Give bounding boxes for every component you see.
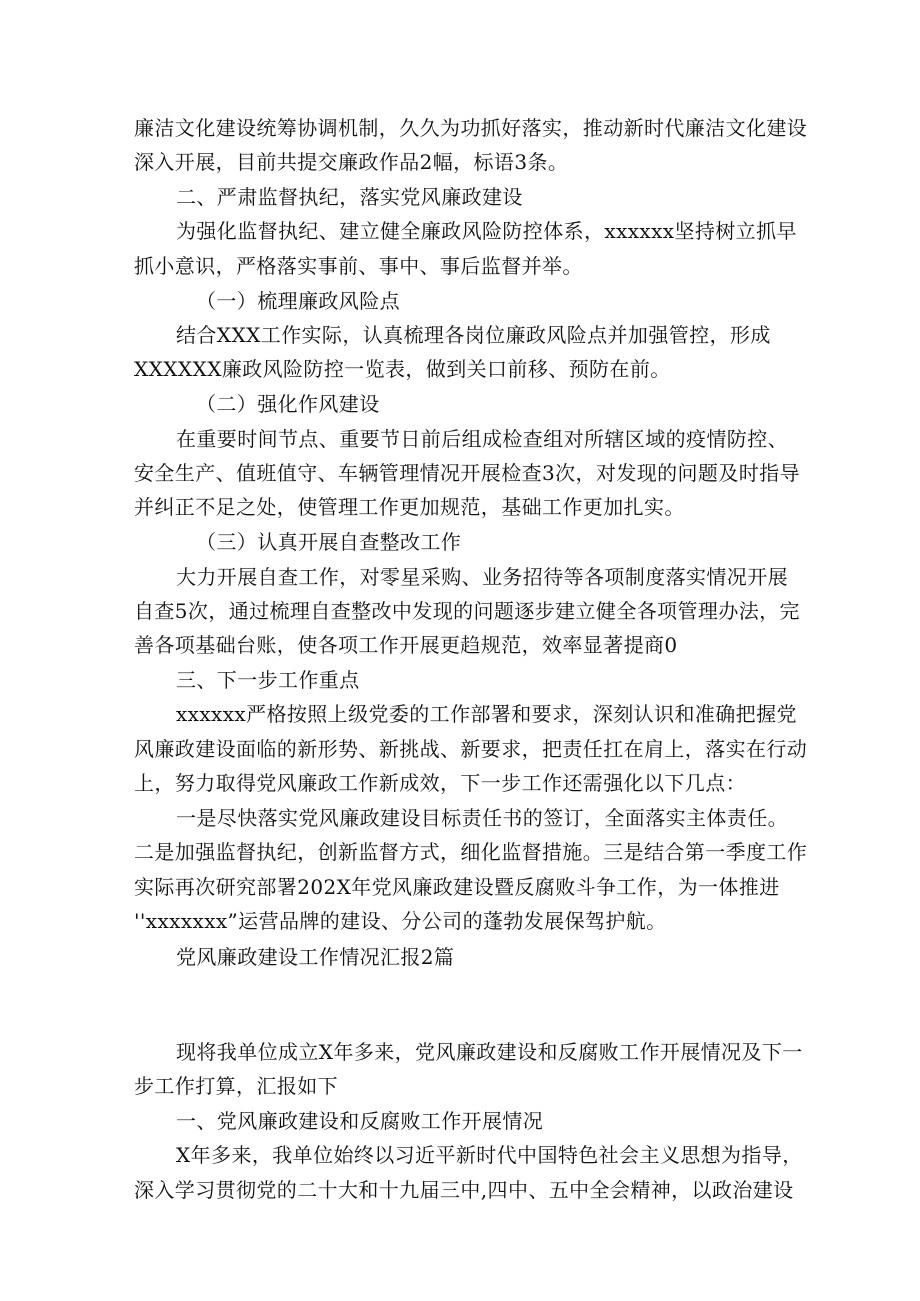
- paragraph-line: 上，努力取得党风廉政工作新成效，下一步工作还需强化以下几点：: [134, 771, 746, 795]
- subsection-heading: （三）认真开展自查整改工作: [196, 530, 462, 554]
- paragraph-line: 并纠正不足之处，使管理工作更加规范，基础工作更加扎实。: [134, 495, 685, 519]
- section-heading: 一、党风廉政建设和反腐败工作开展情况: [176, 1109, 544, 1133]
- paragraph-line: 深入学习贯彻党的二十大和十九届三中,四中、五中全会精神，以政治建设: [134, 1178, 794, 1202]
- paragraph-line: XXXXXX廉政风险防控一览表，做到关口前移、预防在前。: [134, 357, 671, 381]
- section-heading: 三、下一步工作重点: [176, 668, 360, 692]
- paragraph-line: 廉洁文化建设统筹协调机制，久久为功抓好落实，推动新时代廉洁文化建设: [134, 116, 808, 140]
- paragraph-line: 抓小意识，严格落实事前、事中、事后监督并举。: [134, 254, 583, 278]
- paragraph-line: X年多来，我单位始终以习近平新时代中国特色社会主义思想为指导，: [176, 1143, 803, 1167]
- paragraph-line: 在重要时间节点、重要节日前后组成检查组对所辖区域的疫情防控、: [176, 427, 788, 451]
- paragraph-line: 二是加强监督执纪，创新监督方式，细化监督措施。三是结合第一季度工作: [134, 840, 808, 864]
- paragraph-line: 安全生产、值班值守、车辆管理情况开展检查3次，对发现的问题及时指导: [134, 461, 800, 485]
- paragraph-line: 步工作打算，汇报如下: [134, 1074, 338, 1098]
- paragraph-line: 为强化监督执纪、建立健全廉政风险防控体系，xxxxxx坚持树立抓早: [176, 219, 797, 243]
- paragraph-line: 风廉政建设面临的新形势、新挑战、新要求，把责任扛在肩上，落实在行动: [134, 737, 808, 761]
- subsection-heading: （一）梳理廉政风险点: [196, 289, 400, 313]
- paragraph-line: 实际再次研究部署202X年党风廉政建设暨反腐败斗争工作，为一体推进: [134, 875, 780, 899]
- paragraph-line: 自查5次，通过梳理自查整改中发现的问题逐步建立健全各项管理办法，完: [134, 599, 800, 623]
- subsection-heading: （二）强化作风建设: [196, 392, 380, 416]
- paragraph-line: ''xxxxxxx”运营品牌的建设、分公司的蓬勃发展保驾护航。: [134, 909, 667, 933]
- paragraph-line: xxxxxx严格按照上级党委的工作部署和要求，深刻认识和准确把握党: [176, 702, 797, 726]
- section-heading: 二、严肃监督执纪，落实党风廉政建设: [176, 185, 523, 209]
- paragraph-line: 大力开展自查工作，对零星采购、业务招待等各项制度落实情况开展: [176, 565, 788, 589]
- paragraph-line: 深入开展，目前共提交廉政作品2幅，标语3条。: [134, 150, 569, 174]
- paragraph-line: 善各项基础台账，使各项工作开展更趋规范，效率显著提商0: [134, 633, 678, 657]
- paragraph-line: 一是尽快落实党风廉政建设目标责任书的签订，全面落实主体责任。: [176, 806, 788, 830]
- paragraph-line: 结合XXX工作实际，认真梳理各岗位廉政风险点并加强管控，形成: [176, 323, 771, 347]
- document-title: 党风廉政建设工作情况汇报2篇: [176, 945, 455, 969]
- paragraph-line: 现将我单位成立X年多来，党风廉政建设和反腐败工作开展情况及下一: [176, 1040, 803, 1064]
